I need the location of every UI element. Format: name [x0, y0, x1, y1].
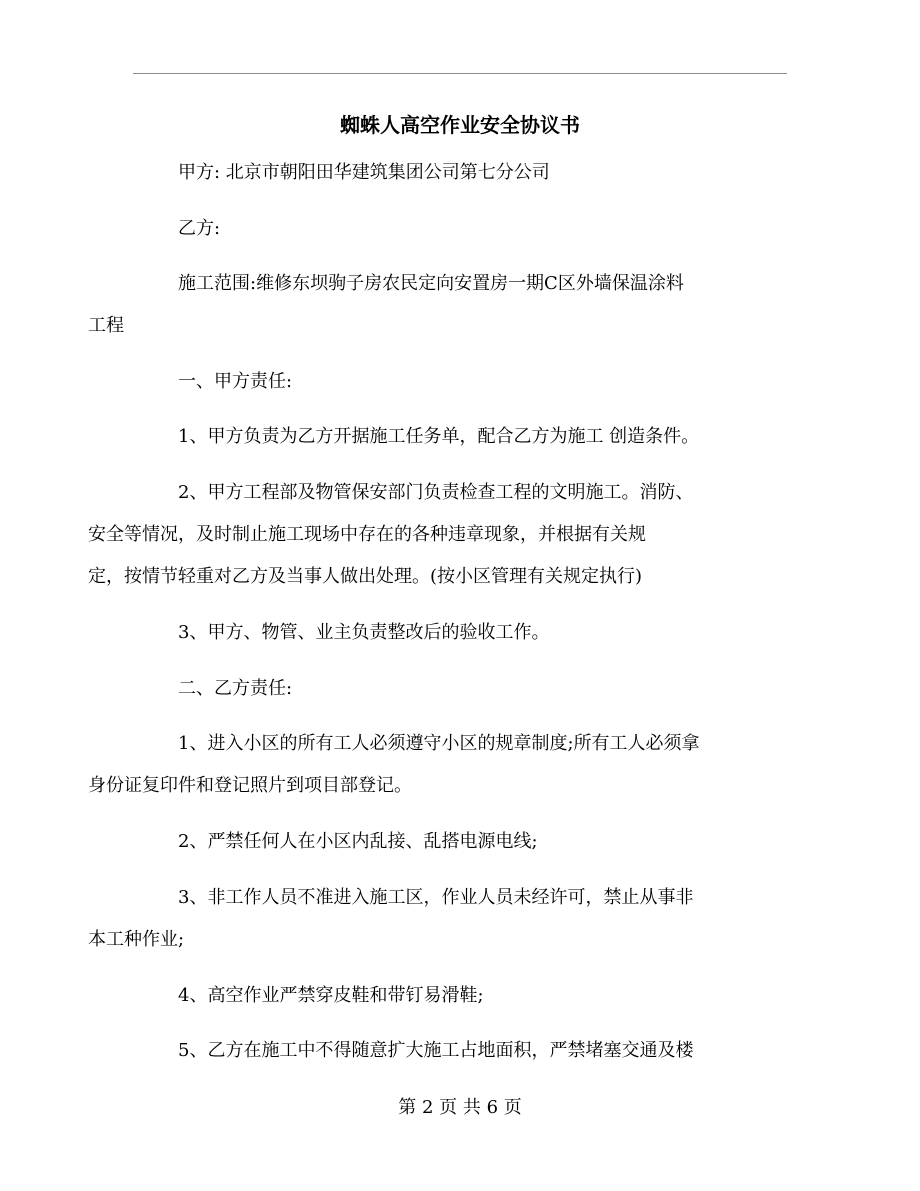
section-a-item-2: [88, 472, 787, 598]
section-b-item-3: [88, 877, 787, 961]
section-b-item-1-line-1: 1、进入小区的所有工人必须遵守小区的规章制度;所有工人必须拿: [178, 733, 700, 754]
section-b-item-3-line-1: 3、非工作人员不准进入施工区，作业人员未经许可，禁止从事非: [178, 887, 694, 908]
page-number-footer: 第 2 页 共 6 页: [398, 1097, 522, 1118]
section-a-item-3-text: 3、甲方、物管、业主负责整改后的验收工作。: [178, 622, 550, 643]
section-b-item-4-text: 4、高空作业严禁穿皮鞋和带钉易滑鞋;: [178, 985, 484, 1006]
section-a-item-1-text: 1、甲方负责为乙方开据施工任务单，配合乙方为施工 创造条件。: [178, 426, 700, 447]
section-a-item-1: [133, 416, 787, 458]
party-a-line: [133, 152, 787, 194]
section-a-item-3: [133, 612, 787, 654]
section-b-item-5: [133, 1030, 787, 1072]
scope-paragraph: [88, 263, 787, 347]
section-b-item-3-line-2: 本工种作业;: [88, 929, 185, 950]
scope-line-2: 工程: [88, 315, 124, 336]
section-b-heading-text: 二、乙方责任:: [178, 678, 293, 699]
section-b-item-4: [133, 975, 787, 1017]
section-a-item-2-line-1: 2、甲方工程部及物管保安部门负责检查工程的文明施工。消防、: [178, 482, 694, 503]
document-title: 蜘蛛人高空作业安全协议书: [340, 113, 580, 137]
section-a-item-2-line-2: 安全等情况，及时制止施工现场中存在的各种违章现象，并根据有关规: [88, 524, 646, 545]
section-b-item-1: [88, 723, 787, 807]
section-b-item-1-line-2: 身份证复印件和登记照片到项目部登记。: [88, 775, 412, 796]
party-a-text: 甲方: 北京市朝阳田华建筑集团公司第七分公司: [178, 162, 550, 183]
header-rule: [133, 73, 787, 74]
section-b-item-2: [133, 821, 787, 863]
section-a-heading: [133, 361, 787, 403]
section-a-item-2-line-3: 定，按情节轻重对乙方及当事人做出处理。(按小区管理有关规定执行): [88, 566, 643, 587]
party-b-text: 乙方:: [178, 218, 221, 239]
section-b-heading: [133, 668, 787, 710]
section-b-item-5-line-1: 5、乙方在施工中不得随意扩大施工占地面积，严禁堵塞交通及楼: [178, 1040, 694, 1061]
section-a-heading-text: 一、甲方责任:: [178, 371, 293, 392]
scope-line-1: 施工范围:维修东坝驹子房农民定向安置房一期C区外墙保温涂料: [178, 273, 684, 294]
party-b-line: [133, 208, 787, 250]
section-b-item-2-text: 2、严禁任何人在小区内乱接、乱搭电源电线;: [178, 831, 538, 852]
